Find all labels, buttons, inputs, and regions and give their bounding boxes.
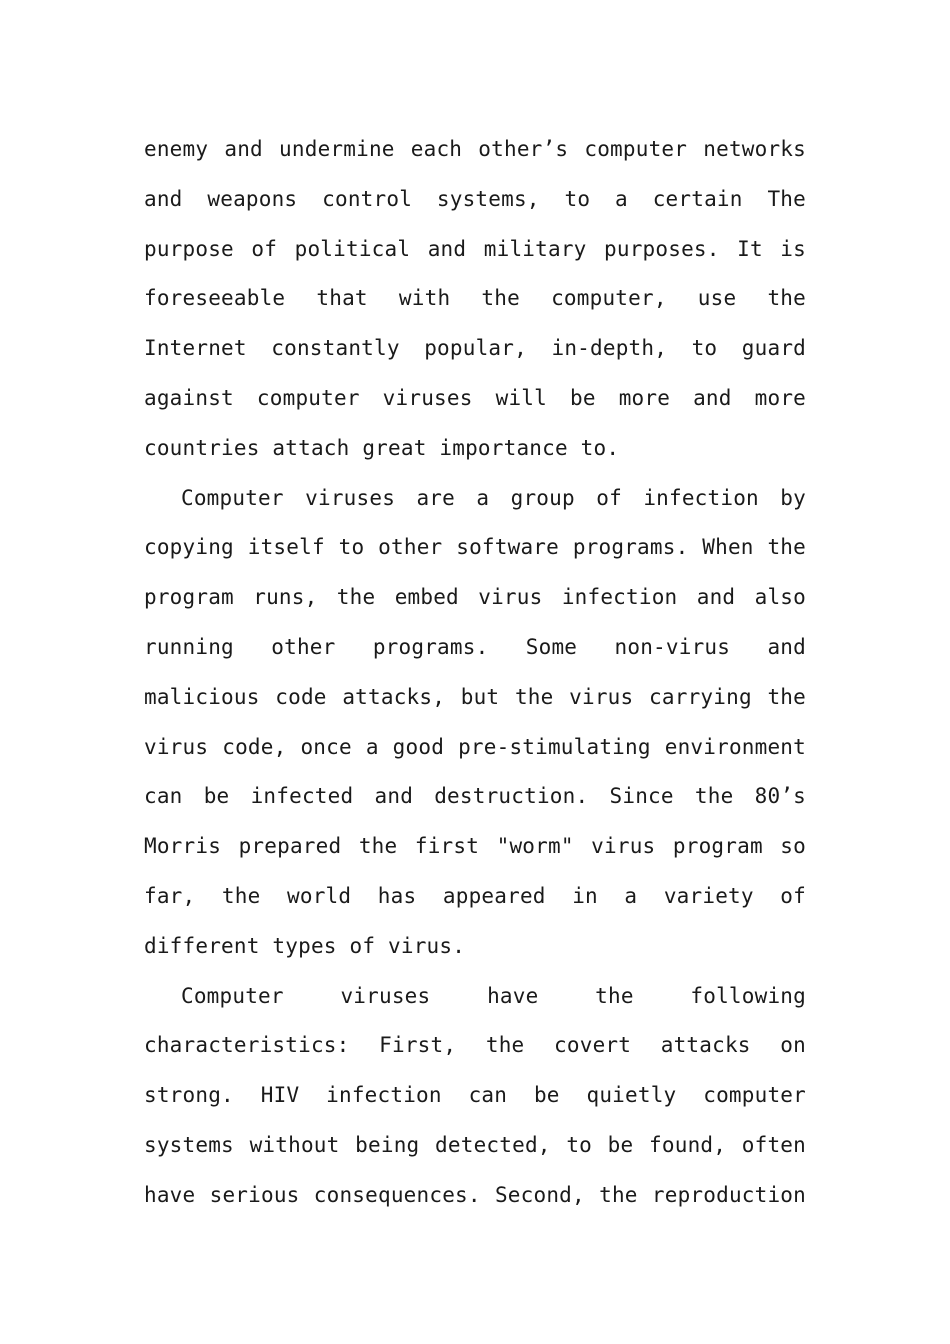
text-line: far, the world has appeared in a variety of	[144, 883, 806, 908]
text-line: running other programs. Some non-virus and	[144, 634, 806, 659]
text-line: program runs, the embed virus infection and also	[144, 585, 806, 610]
text-line: virus code, once a good pre-stimulating environment	[144, 734, 806, 759]
paragraph-2	[144, 474, 806, 972]
text-line: Computer viruses have the following	[181, 983, 806, 1008]
text-line: against computer viruses will be more and more	[144, 385, 806, 410]
text-line: different types of virus.	[144, 933, 466, 958]
text-line: Morris prepared the first "worm" virus program so	[144, 834, 806, 859]
text-line: Internet constantly popular, in-depth, to guard	[144, 336, 806, 361]
paragraph-1	[144, 125, 806, 474]
body-text	[144, 125, 806, 1221]
text-line: copying itself to other software programs. When the	[144, 535, 806, 560]
text-line: enemy and undermine each other’s computer networks	[144, 137, 806, 161]
text-line: strong. HIV infection can be quietly computer	[144, 1083, 806, 1108]
text-line: purpose of political and military purposes. It is	[144, 236, 806, 261]
text-line: malicious code attacks, but the virus carrying the	[144, 684, 806, 709]
text-line: have serious consequences. Second, the reproduction	[144, 1182, 806, 1207]
text-line: countries attach great importance to.	[144, 435, 620, 460]
text-line: systems without being detected, to be found, often	[144, 1132, 806, 1157]
text-line: foreseeable that with the computer, use the	[144, 286, 806, 311]
text-line: can be infected and destruction. Since the 80’s	[144, 784, 806, 809]
text-line: and weapons control systems, to a certain The	[144, 186, 806, 211]
text-line: Computer viruses are a group of infection by	[181, 485, 806, 510]
text-line: characteristics: First, the covert attacks on	[144, 1033, 806, 1058]
paragraph-3	[144, 972, 806, 1221]
